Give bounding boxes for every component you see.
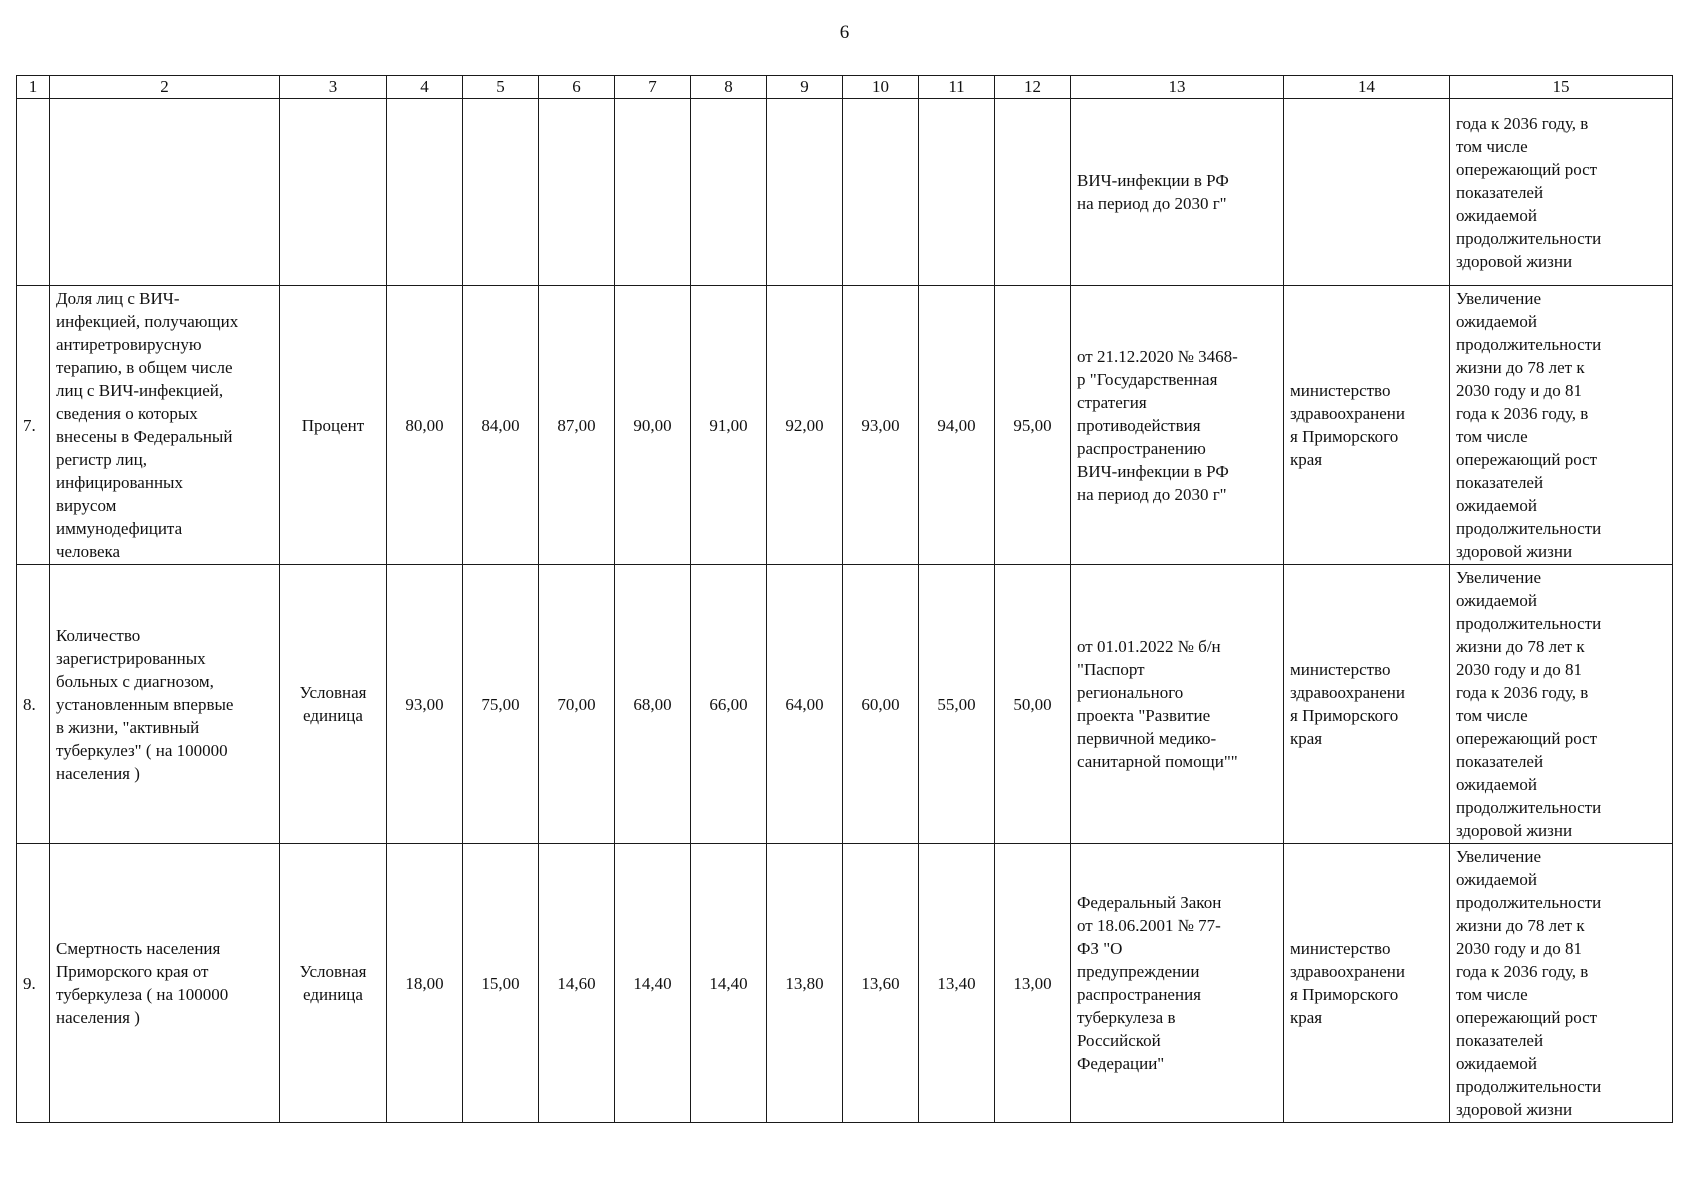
table-row [17,844,1673,1123]
row-number-cell [17,286,50,565]
value-cell [539,844,615,1123]
responsible-org-cell [1284,286,1450,565]
row-number: 7. [23,415,36,435]
unit-cell [280,844,387,1123]
responsible-org: министерство здравоохранени я Приморского края [1290,660,1405,748]
value: 55,00 [937,694,976,714]
header-col-2: 2 [50,76,280,99]
table-row [17,565,1673,844]
cell-empty [995,99,1071,286]
cell-empty [919,99,995,286]
cell-empty [691,99,767,286]
cell-empty [1284,99,1450,286]
goal-text-cell [1450,565,1673,844]
value-cell [919,565,995,844]
header-col-15: 15 [1450,76,1673,99]
row-number-cell [17,565,50,844]
basis-text: ВИЧ-инфекции в РФ на период до 2030 г" [1077,171,1229,213]
value: 14,40 [709,973,748,993]
responsible-org-cell [1284,844,1450,1123]
header-col-3: 3 [280,76,387,99]
header-col-9: 9 [767,76,843,99]
basis-text-cell [1071,565,1284,844]
unit: Условная единица [299,683,367,725]
indicator-name-cell [50,844,280,1123]
header-col-8: 8 [691,76,767,99]
header-col-13: 13 [1071,76,1284,99]
value-cell [539,286,615,565]
unit-cell [280,565,387,844]
header-row [17,76,1673,99]
responsible-org: министерство здравоохранени я Приморского края [1290,939,1405,1027]
value-cell [767,844,843,1123]
value-cell [615,286,691,565]
value: 94,00 [937,415,976,435]
value: 13,40 [937,973,976,993]
basis-text-cell [1071,844,1284,1123]
value-cell [615,565,691,844]
value: 50,00 [1013,694,1052,714]
value-cell [691,286,767,565]
goal-text-cell [1450,844,1673,1123]
value-cell [691,565,767,844]
header-col-1: 1 [17,76,50,99]
header-col-4: 4 [387,76,463,99]
page-number: 6 [839,22,850,43]
responsible-org: министерство здравоохранени я Приморского края [1290,381,1405,469]
header-col-12: 12 [995,76,1071,99]
value-cell [387,565,463,844]
cell-empty [50,99,280,286]
header-col-10: 10 [843,76,919,99]
row-number: 8. [23,694,36,714]
goal-text: года к 2036 году, в том числе опережающий рост показателей ожидаемой продолжительности здоровой жизни [1456,113,1602,271]
indicator-name: Количество зарегистрированных больных с диагнозом, установленным впервые в жизни, "активный туберкулез" ( на 100000 населения ) [56,625,234,783]
value-cell [387,844,463,1123]
basis-text: от 21.12.2020 № 3468- р "Государственная стратегия противодействия распространению ВИЧ-инфекции в РФ на период до 2030 г" [1077,346,1238,504]
indicator-name: Доля лиц с ВИЧ- инфекцией, получающих антиретровирусную терапию, в общем числе лиц с ВИЧ-инфекцией, сведения о которых внесены в Федеральный регистр лиц, инфицированных вирусом иммунодефицита человека [56,289,239,561]
value: 14,60 [557,973,596,993]
value: 14,40 [633,973,672,993]
indicator-name: Смертность населения Приморского края от туберкулеза ( на 100000 населения ) [56,939,229,1027]
indicator-name-cell [50,286,280,565]
goal-text: Увеличение ожидаемой продолжительности жизни до 78 лет к 2030 году и до 81 года к 2036 году, в том числе опережающий рост показателей ожидаемой продолжительности здоровой жизни [1456,289,1602,561]
unit: Процент [301,415,365,435]
value-cell [919,286,995,565]
indicator-name-cell [50,565,280,844]
value-cell [919,844,995,1123]
responsible-org-cell [1284,565,1450,844]
row-number: 9. [23,973,36,993]
header-col-11: 11 [919,76,995,99]
header-col-14: 14 [1284,76,1450,99]
cell-empty [280,99,387,286]
value-cell [843,286,919,565]
value-cell [387,286,463,565]
cell-empty [539,99,615,286]
cell-empty [463,99,539,286]
value: 80,00 [405,415,444,435]
table-row [17,286,1673,565]
value: 60,00 [861,694,900,714]
unit: Условная единица [299,962,367,1004]
value-cell [615,844,691,1123]
cell-empty [17,99,50,286]
value-cell [767,286,843,565]
basis-text: Федеральный Закон от 18.06.2001 № 77- ФЗ "О предупреждении распространения туберкулеза в Российской Федерации" [1077,893,1222,1073]
value: 90,00 [633,415,672,435]
basis-text: от 01.01.2022 № б/н "Паспорт регионального проекта "Развитие первичной медико- санитарной помощи"" [1077,637,1238,771]
value-cell [539,565,615,844]
cell-empty [767,99,843,286]
header-col-6: 6 [539,76,615,99]
continuation-row [17,99,1673,286]
value: 13,00 [1013,973,1052,993]
value: 68,00 [633,694,672,714]
value-cell [463,286,539,565]
value: 66,00 [709,694,748,714]
header-col-7: 7 [615,76,691,99]
cell-empty [843,99,919,286]
value: 15,00 [481,973,520,993]
indicators-table [16,75,1673,1123]
goal-cell [1450,99,1673,286]
row-number-cell [17,844,50,1123]
value: 87,00 [557,415,596,435]
value-cell [463,565,539,844]
cell-empty [387,99,463,286]
value-cell [843,844,919,1123]
value: 13,80 [785,973,824,993]
value-cell [463,844,539,1123]
value-cell [995,844,1071,1123]
value-cell [995,565,1071,844]
cell-empty [615,99,691,286]
goal-text: Увеличение ожидаемой продолжительности жизни до 78 лет к 2030 году и до 81 года к 2036 году, в том числе опережающий рост показателей ожидаемой продолжительности здоровой жизни [1456,568,1602,840]
value-cell [843,565,919,844]
value: 75,00 [481,694,520,714]
goal-text: Увеличение ожидаемой продолжительности жизни до 78 лет к 2030 году и до 81 года к 2036 году, в том числе опережающий рост показателей ожидаемой продолжительности здоровой жизни [1456,847,1602,1119]
value: 84,00 [481,415,520,435]
value: 95,00 [1013,415,1052,435]
value: 13,60 [861,973,900,993]
value: 93,00 [405,694,444,714]
basis-cell [1071,99,1284,286]
value: 70,00 [557,694,596,714]
value-cell [767,565,843,844]
basis-text-cell [1071,286,1284,565]
unit-cell [280,286,387,565]
value: 64,00 [785,694,824,714]
value: 91,00 [709,415,748,435]
value: 93,00 [861,415,900,435]
value: 92,00 [785,415,824,435]
value: 18,00 [405,973,444,993]
goal-text-cell [1450,286,1673,565]
value-cell [995,286,1071,565]
value-cell [691,844,767,1123]
header-col-5: 5 [463,76,539,99]
